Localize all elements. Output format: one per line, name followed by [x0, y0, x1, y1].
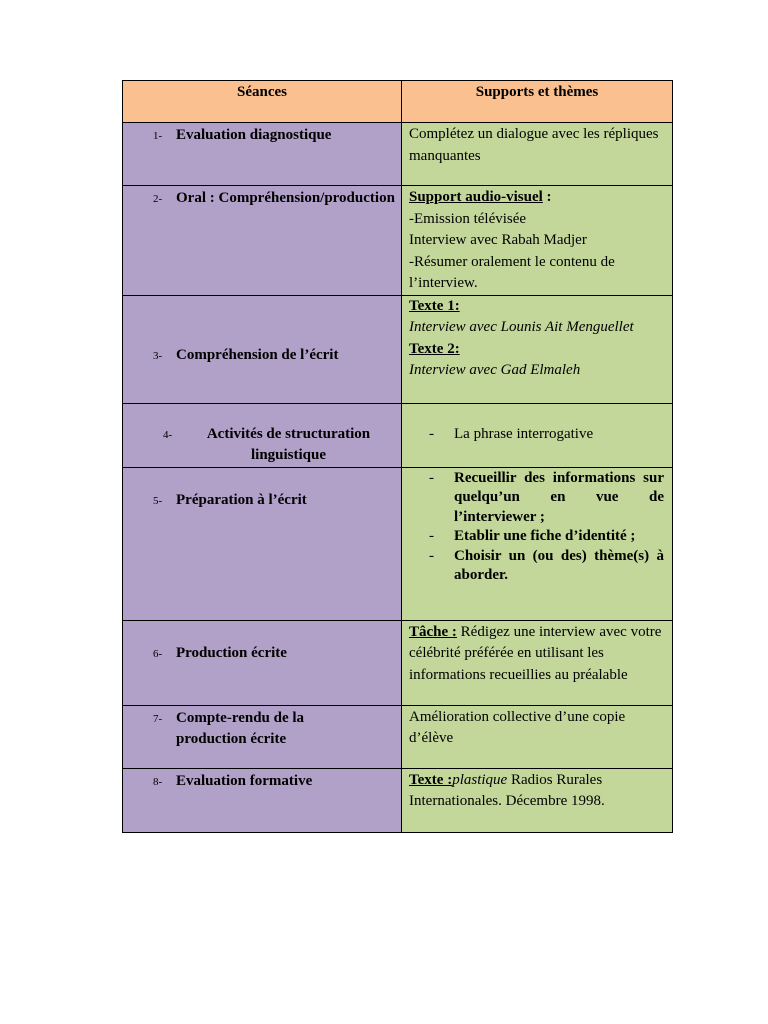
texte-rest: Radios Rurales Internationales. Décembre 1998. — [409, 771, 605, 809]
table-header-row — [123, 81, 673, 123]
support-text: La phrase interrogative — [454, 425, 594, 442]
header-supports: Supports et thèmes — [402, 81, 673, 123]
tache-label: Tâche : — [409, 623, 457, 640]
row-number: 6- — [153, 647, 163, 660]
texte-italic: plastique — [452, 771, 508, 788]
seance-title: Préparation à l’écrit — [176, 491, 307, 508]
seance-title: Activités de structuration linguistique — [206, 425, 371, 463]
table-row — [123, 295, 673, 403]
texte-label: Texte : — [409, 771, 453, 788]
support-line: Interview avec Rabah Madjer — [409, 232, 587, 248]
table-row — [123, 186, 673, 296]
texte1-title: Interview avec Lounis Ait Menguellet — [409, 319, 634, 335]
support-title-suffix: : — [542, 189, 552, 205]
table-row — [123, 467, 673, 620]
row-number: 5- — [153, 494, 163, 507]
support-item: Recueillir des informations sur quelqu’un en vue de l’interviewer ; — [454, 469, 664, 525]
table-row — [123, 403, 673, 467]
seance-title: Evaluation formative — [176, 772, 313, 789]
support-line: -Résumer oralement le contenu de l’interview. — [409, 253, 615, 291]
dash: - — [429, 528, 434, 544]
dash: - — [429, 425, 434, 442]
support-text: Amélioration collective d’une copie d’élève — [409, 708, 626, 746]
lesson-plan-table — [122, 80, 673, 833]
support-text: Complétez un dialogue avec les répliques manquantes — [409, 126, 659, 164]
row-number: 7- — [153, 712, 163, 725]
row-number: 8- — [153, 775, 163, 788]
seance-title: Oral : Compréhension/production — [176, 190, 395, 206]
support-line: -Emission télévisée — [409, 210, 527, 227]
table-row — [123, 705, 673, 768]
texte2-label: Texte 2: — [409, 340, 460, 357]
table-row — [123, 123, 673, 186]
support-title: Support audio-visuel — [409, 189, 543, 205]
seance-title: Compréhension de l’écrit — [176, 346, 339, 363]
table-row — [123, 768, 673, 832]
row-number: 1- — [153, 130, 163, 142]
dash: - — [429, 469, 434, 486]
row-number: 4- — [163, 428, 173, 441]
row-number: 2- — [153, 193, 163, 205]
row-number: 3- — [153, 349, 163, 362]
seance-title: Compte-rendu de la production écrite — [176, 709, 305, 747]
support-item: Etablir une fiche d’identité ; — [454, 528, 636, 544]
dash: - — [429, 547, 434, 564]
tache-text: Rédigez une interview avec votre célébrité préférée en utilisant les informations recueillies au préalable — [409, 623, 662, 683]
seance-title: Production écrite — [176, 644, 287, 661]
seance-title: Evaluation diagnostique — [176, 127, 332, 143]
header-seances: Séances — [123, 81, 402, 123]
texte2-title: Interview avec Gad Elmaleh — [409, 362, 581, 378]
table-row — [123, 620, 673, 705]
texte1-label: Texte 1: — [409, 297, 460, 314]
support-item: Choisir un (ou des) thème(s) à aborder. — [454, 547, 664, 583]
